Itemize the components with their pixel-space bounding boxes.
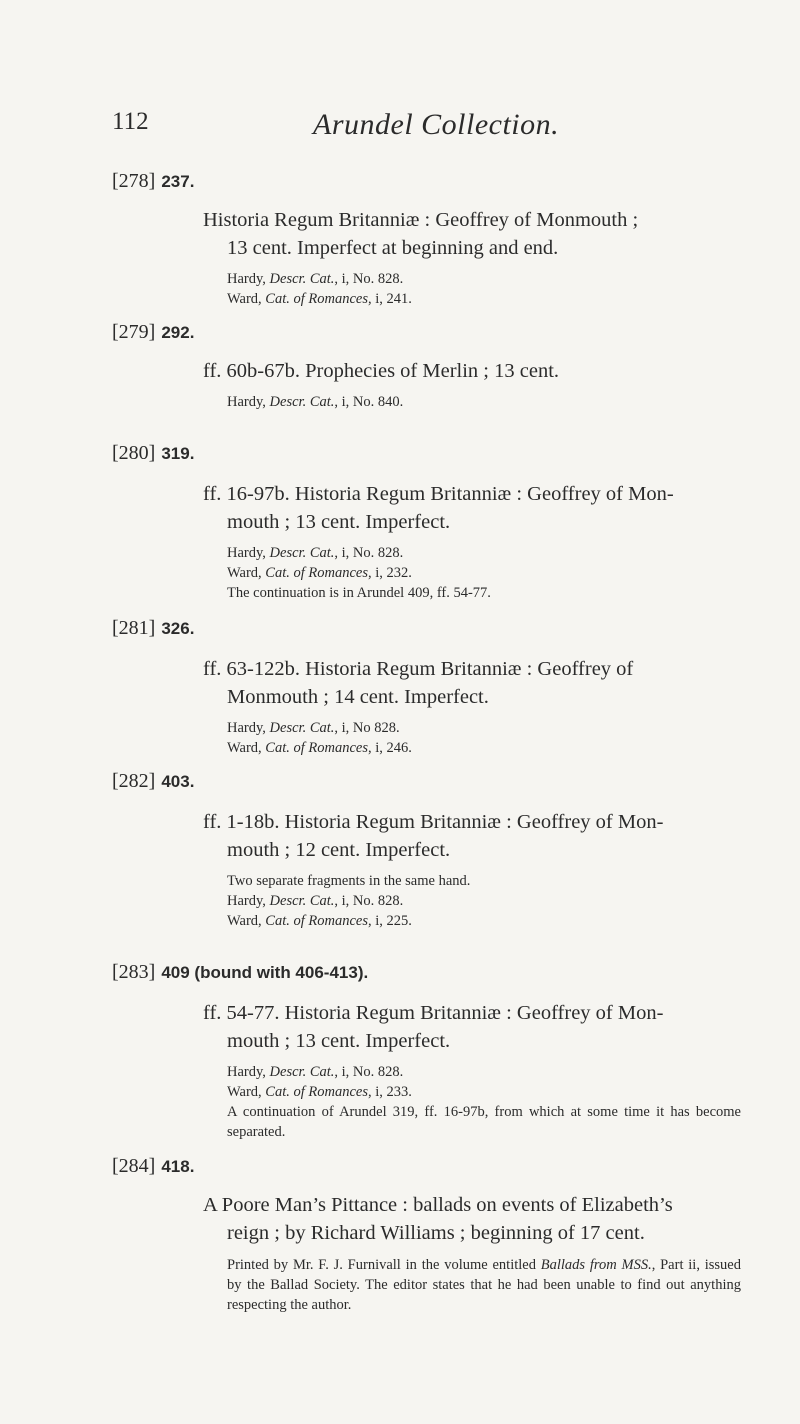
entry-heading-278 xyxy=(112,170,194,193)
description-line: ff. 60b-67b. Prophecies of Merlin ; 13 cent. xyxy=(203,360,560,382)
entry-heading-280 xyxy=(112,442,194,465)
entry-description-281 xyxy=(203,655,743,711)
entry-number: [283] xyxy=(112,961,156,983)
manuscript-number: 403. xyxy=(161,772,195,791)
description-line: Historia Regum Britanniæ : Geoffrey of Monmouth ; xyxy=(203,209,639,231)
entry-references-282 xyxy=(227,871,743,931)
manuscript-number: 409 (bound with 406-413). xyxy=(161,963,369,982)
description-line: ff. 1-18b. Historia Regum Britanniæ : Geoffrey of Mon- xyxy=(203,811,664,833)
reference: Hardy, Descr. Cat., i, No. 828. xyxy=(227,893,404,909)
entry-heading-279 xyxy=(112,321,194,344)
entry-description-278 xyxy=(203,206,743,262)
reference: Ward, Cat. of Romances, i, 233. xyxy=(227,1084,412,1100)
description-line: ff. 54-77. Historia Regum Britanniæ : Geoffrey of Mon- xyxy=(203,1002,664,1024)
reference: Hardy, Descr. Cat., i, No. 828. xyxy=(227,1064,404,1080)
description-line: mouth ; 12 cent. Imperfect. xyxy=(227,839,451,861)
entry-number: [282] xyxy=(112,770,156,792)
page-number: 112 xyxy=(112,108,149,135)
entry-heading-283 xyxy=(112,961,368,984)
entry-description-279 xyxy=(203,357,743,385)
reference: The continuation is in Arundel 409, ff. 54-77. xyxy=(227,585,491,601)
entry-description-280 xyxy=(203,480,743,536)
entry-note-284: Printed by Mr. F. J. Furnivall in the volume entitled Ballads from MSS., Part ii, issued by the Ballad Society. The editor states that he had been unable to find out anything respecting the author. xyxy=(227,1257,741,1313)
manuscript-number: 319. xyxy=(161,444,195,463)
entry-references-281 xyxy=(227,718,743,758)
description-line: A Poore Man’s Pittance : ballads on events of Elizabeth’s xyxy=(203,1194,673,1216)
entry-references-279 xyxy=(227,392,743,412)
entry-heading-281 xyxy=(112,617,194,640)
running-title: Arundel Collection. xyxy=(313,108,560,141)
description-line: ff. 16-97b. Historia Regum Britanniæ : Geoffrey of Mon- xyxy=(203,483,674,505)
manuscript-number: 237. xyxy=(161,172,195,191)
reference: Ward, Cat. of Romances, i, 225. xyxy=(227,913,412,929)
description-line: mouth ; 13 cent. Imperfect. xyxy=(227,1030,451,1052)
reference: Hardy, Descr. Cat., i, No 828. xyxy=(227,720,400,736)
entry-heading-282 xyxy=(112,770,194,793)
description-line: 13 cent. Imperfect at beginning and end. xyxy=(227,237,559,259)
description-line: reign ; by Richard Williams ; beginning of 17 cent. xyxy=(227,1222,645,1244)
entry-number: [278] xyxy=(112,170,156,192)
entry-references-283 xyxy=(227,1062,743,1102)
description-line: Monmouth ; 14 cent. Imperfect. xyxy=(227,686,489,708)
reference: Hardy, Descr. Cat., i, No. 828. xyxy=(227,271,404,287)
reference: Two separate fragments in the same hand. xyxy=(227,873,471,889)
entry-number: [284] xyxy=(112,1155,156,1177)
entry-description-282 xyxy=(203,808,743,864)
description-line: mouth ; 13 cent. Imperfect. xyxy=(227,511,451,533)
entry-number: [281] xyxy=(112,617,156,639)
entry-description-283 xyxy=(203,999,743,1055)
manuscript-number: 292. xyxy=(161,323,195,342)
manuscript-number: 418. xyxy=(161,1157,195,1176)
entry-heading-284 xyxy=(112,1155,194,1178)
description-line: ff. 63-122b. Historia Regum Britanniæ : Geoffrey of xyxy=(203,658,634,680)
reference: Ward, Cat. of Romances, i, 241. xyxy=(227,291,412,307)
entry-references-278 xyxy=(227,269,743,309)
entry-number: [279] xyxy=(112,321,156,343)
reference: Hardy, Descr. Cat., i, No. 828. xyxy=(227,545,404,561)
reference: Hardy, Descr. Cat., i, No. 840. xyxy=(227,394,404,410)
manuscript-number: 326. xyxy=(161,619,195,638)
entry-description-284 xyxy=(203,1191,743,1247)
entry-references-280 xyxy=(227,543,743,603)
reference: Ward, Cat. of Romances, i, 246. xyxy=(227,740,412,756)
entry-note-283: A continuation of Arundel 319, ff. 16-97b, from which at some time it has become separated. xyxy=(227,1104,741,1140)
page-header xyxy=(0,108,800,144)
reference: Ward, Cat. of Romances, i, 232. xyxy=(227,565,412,581)
entry-number: [280] xyxy=(112,442,156,464)
